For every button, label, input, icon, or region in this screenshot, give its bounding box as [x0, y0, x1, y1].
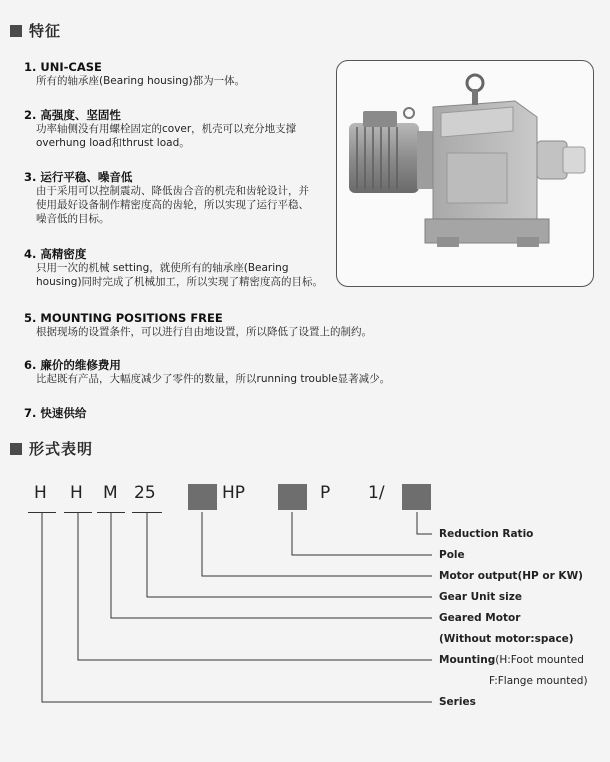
code-series: H	[34, 483, 47, 503]
label-mounting-flange	[489, 675, 588, 688]
feature-title: 5. MOUNTING POSITIONS FREE	[24, 311, 223, 325]
feature-title: 4. 高精密度	[24, 247, 87, 261]
label-series: Series	[439, 696, 476, 708]
label-motor-output: Motor output(HP or KW)	[439, 570, 583, 582]
section-title: 特征	[29, 22, 62, 40]
feature-title: 7. 快速供给	[24, 406, 87, 420]
label-mounting-flange-text: F:Flange mounted)	[489, 675, 588, 687]
feature-title: 1. UNI-CASE	[24, 60, 102, 74]
label-gear-unit-size: Gear Unit size	[439, 591, 523, 603]
label-without-motor: (Without motor:space)	[439, 633, 574, 645]
label-geared-motor: Geared Motor	[439, 612, 521, 624]
label-reduction-ratio: Reduction Ratio	[439, 528, 534, 540]
code-hp: HP	[222, 483, 246, 503]
feature-desc-line: housing)同时完成了机械加工，所以实现了精密度高的目标。	[36, 276, 324, 288]
feature-desc-line: overhung load和thrust load。	[36, 137, 190, 149]
label-mounting	[439, 654, 584, 667]
feature-desc-line: 功率轴侧没有用螺栓固定的cover，机壳可以充分地支撑	[36, 123, 297, 135]
feature-title: 3. 运行平稳、噪音低	[24, 170, 133, 184]
feature-title: 2. 高强度、坚固性	[24, 108, 121, 122]
feature-desc-line: 比起既有产品，大幅度减少了零件的数量，所以running trouble显著减少。	[36, 373, 391, 385]
feature-desc-line: 使用最好设备制作精密度高的齿轮，所以实现了运行平稳、	[36, 199, 309, 211]
section-title: 形式表明	[29, 440, 94, 458]
feature-title: 6. 廉价的维修费用	[24, 358, 121, 372]
feature-desc-line: 噪音低的目标。	[36, 213, 110, 225]
feature-desc-line: 所有的轴承座(Bearing housing)都为一体。	[36, 75, 246, 87]
code-ratio: 1/	[368, 483, 385, 503]
code-mounting: H	[70, 483, 83, 503]
label-mounting-main: Mounting	[439, 654, 496, 666]
code-size: 25	[134, 483, 156, 503]
feature-desc-line: 根据现场的设置条件，可以进行自由地设置，所以降低了设置上的制约。	[36, 326, 372, 338]
label-pole: Pole	[439, 549, 465, 561]
feature-desc-line: 只用一次的机械 setting，就使所有的轴承座(Bearing	[36, 262, 289, 274]
label-mounting-foot: (H:Foot mounted	[495, 654, 584, 666]
code-geared-motor: M	[103, 483, 118, 503]
feature-desc-line: 由于采用可以控制震动、降低齿合音的机壳和齿轮设计，并	[36, 185, 309, 197]
code-pole: P	[320, 483, 331, 503]
